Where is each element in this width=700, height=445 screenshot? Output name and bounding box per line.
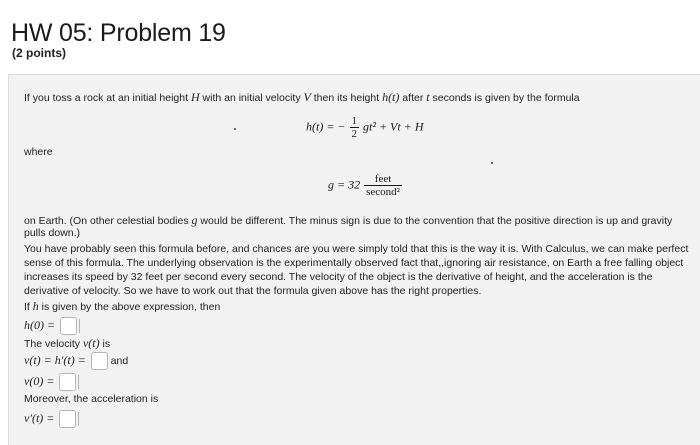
- if-text: If h is given by the above expression, then: [24, 299, 221, 313]
- explanation-line4: derivative of velocity. So we have to work out that the formula given above has the right properties.: [24, 285, 482, 297]
- h0-answer-input[interactable]: [60, 317, 77, 335]
- h0-row: h(0) =: [24, 317, 80, 335]
- page-title: HW 05: Problem 19: [11, 19, 226, 47]
- explanation-line2: sense of this formula. The underlying observation is the experimentally observed fact that,,ignoring air resistance, on Earth a free falling object: [24, 257, 684, 269]
- vpt-row: v′(t) =: [24, 410, 79, 428]
- vt-answer-input[interactable]: [91, 352, 108, 370]
- v0-row: v(0) =: [24, 373, 79, 391]
- formula-fraction: $\frac{1}{2}$: [351, 115, 358, 140]
- h0-preview-handle: [76, 319, 80, 333]
- gravity-fraction: $\frac{\text{feet}}{\text{second²}}$: [366, 173, 400, 198]
- vpt-preview-handle: [75, 412, 79, 426]
- explanation-line1: You have probably seen this formula before, and chances are you were simply told that this is the way it is. With Calculus, we can make perfect: [24, 243, 689, 255]
- decoration-dot: [234, 128, 236, 130]
- explanation-line3: increases its speed by 32 feet per second every second. The velocity of the object is the derivative of height, and the acceleration is the: [24, 271, 653, 283]
- v0-answer-input[interactable]: [59, 373, 76, 391]
- vt-row: v(t) = h′(t) = and: [24, 352, 128, 370]
- earth-text-line2: pulls down.): [24, 227, 81, 239]
- earth-text-line1: on Earth. (On other celestial bodies g would be different. The minus sign is due to the convention that the positive direction is up and gravity: [24, 213, 673, 227]
- v0-preview-handle: [75, 375, 79, 389]
- decoration-dot: [491, 162, 493, 164]
- moreover-text: Moreover, the acceleration is: [24, 393, 159, 405]
- points-label: (2 points): [12, 46, 66, 60]
- gravity-formula: g = 32 $\frac{\text{feet}}{\text{second²}}$: [328, 173, 400, 198]
- velocity-text: The velocity v(t) is: [24, 336, 111, 350]
- intro-text: If you toss a rock at an initial height H with an initial velocity V then its height h(t) after t seconds is given by the formula: [24, 90, 580, 104]
- height-formula: h(t) = − $\frac{1}{2}$ gt² + Vt + H: [306, 115, 424, 140]
- vpt-answer-input[interactable]: [59, 410, 76, 428]
- where-text: where: [24, 146, 53, 158]
